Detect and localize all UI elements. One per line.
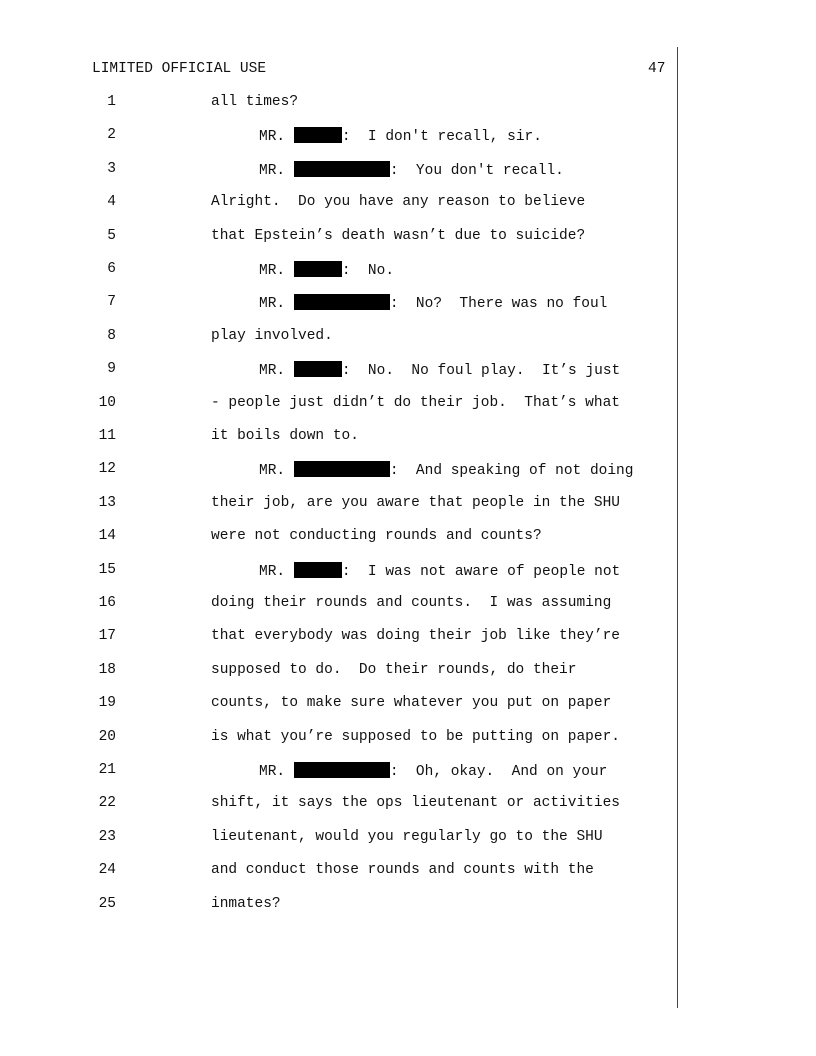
line-text — [211, 228, 585, 244]
line-text — [211, 94, 298, 110]
speaker-title: MR. — [259, 162, 286, 179]
line-number: 2 — [107, 127, 116, 144]
speaker-line — [259, 294, 607, 312]
line-text — [211, 829, 603, 845]
line-number: 3 — [107, 160, 116, 177]
line-text — [211, 194, 585, 210]
line-number: 20 — [98, 728, 116, 745]
line-number: 14 — [98, 528, 116, 545]
line-number: 24 — [98, 862, 116, 879]
line-content: shift, it says the ops lieutenant or activities — [211, 795, 620, 812]
line-text — [211, 729, 620, 745]
line-content: : I don't recall, sir. — [341, 129, 542, 146]
line-content: : I was not aware of people not — [341, 563, 621, 580]
redaction-box — [294, 294, 390, 310]
line-content: : No. — [341, 263, 395, 279]
line-content: doing their rounds and counts. I was assuming — [211, 595, 612, 611]
speaker-line — [259, 562, 620, 580]
line-text — [211, 695, 611, 711]
line-content: is what you’re supposed to be putting on paper. — [211, 728, 620, 745]
classification-header: LIMITED OFFICIAL USE — [92, 61, 267, 77]
line-content: counts, to make sure whatever you put on paper — [211, 695, 612, 712]
line-number: 6 — [107, 261, 116, 277]
redaction-box — [294, 562, 342, 578]
line-number: 25 — [98, 895, 116, 912]
line-number: 4 — [107, 194, 116, 211]
line-number: 8 — [107, 327, 116, 344]
line-text — [211, 896, 281, 912]
line-number: 22 — [98, 795, 116, 812]
line-text — [211, 528, 542, 544]
right-margin-rule — [677, 47, 678, 1008]
line-number: 1 — [107, 94, 116, 110]
line-content: it boils down to. — [211, 428, 359, 444]
line-number: 15 — [98, 561, 116, 578]
line-number: 23 — [98, 828, 116, 845]
redaction-box — [294, 762, 390, 778]
line-text — [211, 628, 620, 644]
speaker-title: MR. — [259, 463, 286, 480]
line-content: were not conducting rounds and counts? — [211, 528, 542, 545]
line-content: inmates? — [211, 895, 281, 912]
line-content: : No? There was no foul — [389, 296, 608, 313]
line-content: and conduct those rounds and counts with the — [211, 862, 594, 879]
line-text — [211, 862, 594, 878]
line-number: 10 — [98, 394, 116, 411]
speaker-line — [259, 127, 542, 145]
line-content: all times? — [211, 94, 299, 110]
line-number: 9 — [107, 361, 116, 378]
speaker-title: MR. — [259, 263, 286, 279]
line-content: that Epstein’s death wasn’t due to suicide? — [211, 227, 586, 244]
speaker-line — [259, 361, 620, 379]
redaction-box — [294, 127, 342, 143]
line-content: their job, are you aware that people in the SHU — [211, 494, 620, 511]
page-number: 47 — [648, 61, 666, 77]
line-number: 12 — [98, 461, 116, 478]
line-content: : And speaking of not doing — [389, 463, 634, 480]
line-number: 19 — [98, 695, 116, 712]
speaker-line — [259, 161, 564, 179]
speaker-line — [259, 762, 607, 780]
redaction-box — [294, 361, 342, 377]
line-text — [211, 595, 611, 611]
line-number: 16 — [98, 595, 116, 611]
line-content: - people just didn’t do their job. That’s what — [211, 394, 620, 411]
line-content: : You don't recall. — [389, 162, 564, 179]
line-content: : Oh, okay. And on your — [389, 764, 608, 780]
redaction-box — [294, 461, 390, 477]
speaker-title: MR. — [259, 764, 286, 780]
speaker-line — [259, 461, 633, 479]
line-content: Alright. Do you have any reason to believe — [211, 194, 586, 211]
line-text — [211, 495, 620, 511]
line-content: play involved. — [211, 327, 333, 344]
line-text — [211, 428, 359, 444]
line-number: 5 — [107, 227, 116, 244]
line-number: 13 — [98, 494, 116, 511]
line-content: lieutenant, would you regularly go to the SHU — [211, 828, 603, 845]
line-number: 21 — [98, 762, 116, 778]
line-text — [211, 795, 620, 811]
line-number: 7 — [107, 294, 116, 311]
line-number: 18 — [98, 661, 116, 678]
speaker-title: MR. — [259, 296, 286, 313]
redaction-box — [294, 161, 390, 177]
line-text — [211, 328, 333, 344]
speaker-line — [259, 261, 394, 279]
line-text — [211, 395, 620, 411]
redaction-box — [294, 261, 342, 277]
line-text — [211, 662, 576, 678]
line-content: : No. No foul play. It’s just — [341, 363, 621, 380]
speaker-title: MR. — [259, 363, 286, 380]
line-number: 11 — [98, 428, 116, 444]
line-content: supposed to do. Do their rounds, do their — [211, 661, 577, 678]
speaker-title: MR. — [259, 129, 286, 146]
line-content: that everybody was doing their job like they’re — [211, 628, 620, 645]
speaker-title: MR. — [259, 563, 286, 580]
line-number: 17 — [98, 628, 116, 645]
